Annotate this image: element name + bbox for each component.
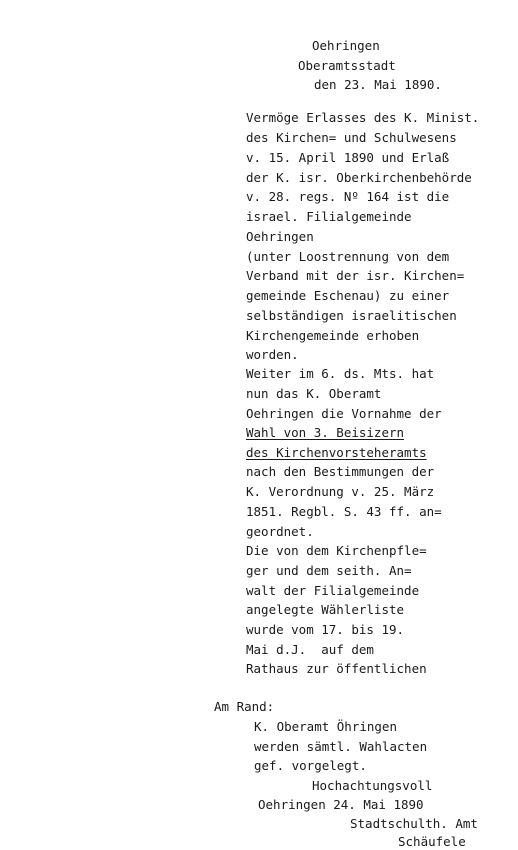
body-line: Die von dem Kirchenpfle= — [246, 543, 427, 558]
body-line: Kirchengemeinde erhoben — [246, 328, 420, 343]
body-line: K. Verordnung v. 25. März — [246, 484, 435, 499]
body-line: nach den Bestimmungen der — [246, 464, 435, 479]
signature-name: Schäufele — [398, 834, 466, 849]
body-line: des Kirchen= und Schulwesens — [246, 130, 457, 145]
margin-note-line: werden sämtl. Wahlacten — [254, 739, 428, 754]
header-place: Oehringen — [312, 38, 380, 53]
body-line-underlined: des Kirchenvorsteheramts — [246, 445, 427, 460]
header-title: Oberamtsstadt — [298, 58, 396, 73]
body-line: v. 15. April 1890 und Erlaß — [246, 150, 450, 165]
margin-note-line: gef. vorgelegt. — [254, 758, 367, 773]
body-line: der K. isr. Oberkirchenbehörde — [246, 170, 472, 185]
body-line-underlined: Wahl von 3. Beisizern — [246, 425, 405, 440]
body-line: geordnet. — [246, 524, 314, 539]
body-line: worden. — [246, 347, 299, 362]
header-date: den 23. Mai 1890. — [314, 77, 442, 92]
body-line: Verband mit der isr. Kirchen= — [246, 268, 465, 283]
body-line: Mai d.J. auf dem — [246, 642, 374, 657]
body-line: Weiter im 6. ds. Mts. hat — [246, 366, 435, 381]
body-line: Vermöge Erlasses des K. Minist. — [246, 110, 480, 125]
body-line: ger und dem seith. An= — [246, 563, 412, 578]
body-line: walt der Filialgemeinde — [246, 583, 420, 598]
body-line: (unter Loostrennung von dem — [246, 249, 450, 264]
body-line: israel. Filialgemeinde — [246, 209, 412, 224]
body-line: wurde vom 17. bis 19. — [246, 622, 405, 637]
margin-note-label: Am Rand: — [214, 699, 275, 714]
body-line: Rathaus zur öffentlichen — [246, 661, 427, 676]
place-date: Oehringen 24. Mai 1890 — [258, 797, 424, 812]
body-line: Oehringen — [246, 229, 314, 244]
body-line: Oehringen die Vornahme der — [246, 406, 442, 421]
closing-text: Hochachtungsvoll — [312, 778, 433, 793]
body-line: gemeinde Eschenau) zu einer — [246, 288, 450, 303]
margin-note-line: K. Oberamt Öhringen — [254, 719, 397, 734]
body-line: angelegte Wählerliste — [246, 602, 405, 617]
body-line: 1851. Regbl. S. 43 ff. an= — [246, 504, 442, 519]
body-line: nun das K. Oberamt — [246, 386, 382, 401]
body-line: selbständigen israelitischen — [246, 308, 457, 323]
office-name: Stadtschulth. Amt — [350, 816, 478, 831]
body-line: v. 28. regs. Nº 164 ist die — [246, 189, 450, 204]
